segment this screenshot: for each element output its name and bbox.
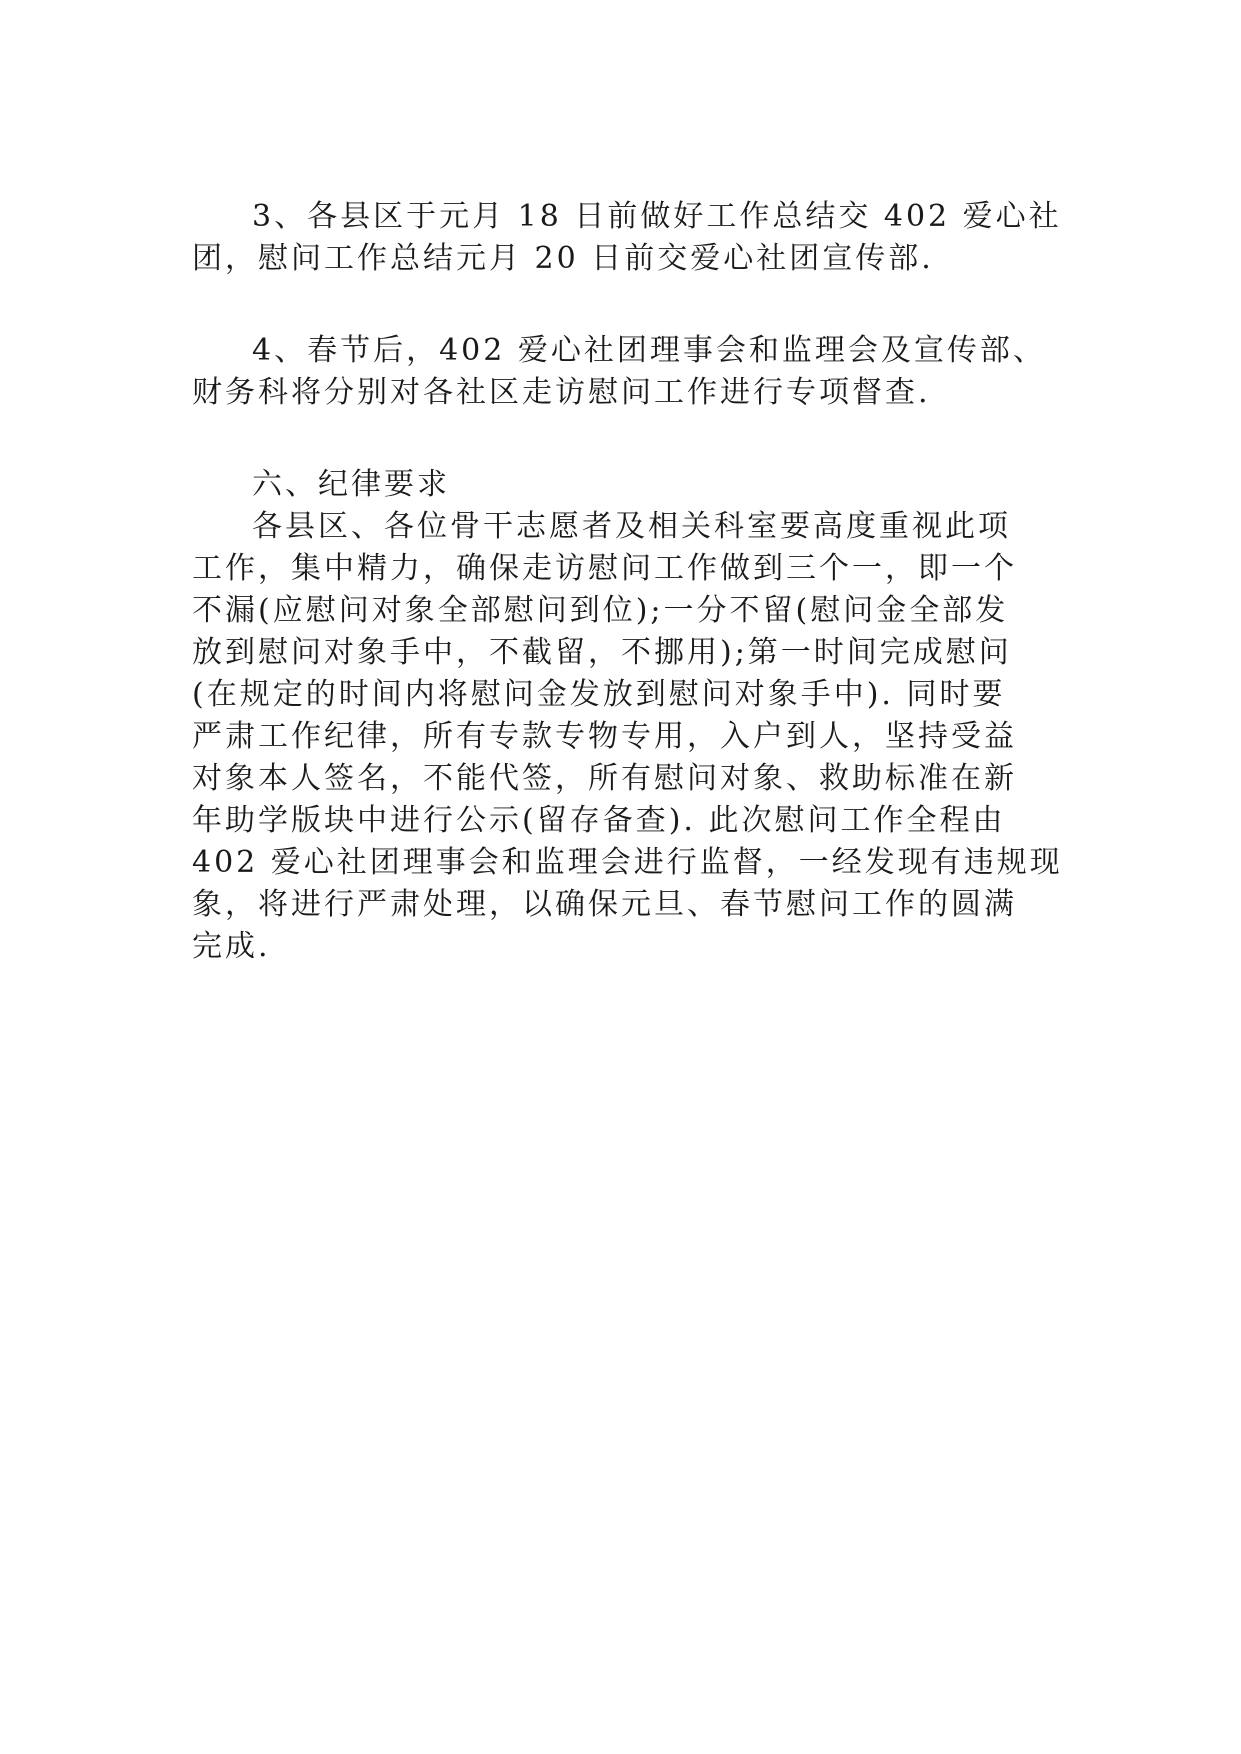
section-heading: 六、纪律要求: [252, 467, 450, 502]
paragraph-spacer: [192, 414, 1052, 464]
paragraph-spacer: [192, 280, 1052, 330]
paragraph-line: 4、春节后，402 爱心社团理事会和监理会及宣传部、: [252, 333, 1046, 368]
section-discipline: [192, 464, 1063, 968]
paragraph-line: 402 爱心社团理事会和监理会进行监督，一经发现有违规现: [192, 845, 1063, 880]
paragraph-line: 对象本人签名，不能代签，所有慰问对象、救助标准在新: [192, 761, 1017, 796]
paragraph-line: 3、各县区于元月 18 日前做好工作总结交 402 爱心社: [252, 199, 1062, 234]
paragraph-line: 工作，集中精力，确保走访慰问工作做到三个一，即一个: [192, 551, 1017, 586]
paragraph-line: 团，慰问工作总结元月 20 日前交爱心社团宣传部.: [192, 241, 934, 276]
paragraph-line: 不漏(应慰问对象全部慰问到位);一分不留(慰问金全部发: [192, 593, 1009, 628]
paragraph-line: (在规定的时间内将慰问金发放到慰问对象手中). 同时要: [192, 677, 1006, 712]
paragraph-line: 放到慰问对象手中，不截留，不挪用);第一时间完成慰问: [192, 635, 1012, 670]
paragraph-line: 严肃工作纪律，所有专款专物专用，入户到人，坚持受益: [192, 719, 1017, 754]
paragraph-line: 象，将进行严肃处理，以确保元旦、春节慰问工作的圆满: [192, 887, 1017, 922]
paragraph-line: 完成.: [192, 929, 271, 964]
document-body: [192, 196, 1063, 968]
paragraph-line: 财务科将分别对各社区走访慰问工作进行专项督查.: [192, 375, 931, 410]
paragraph-item-4: [192, 330, 1052, 414]
paragraph-item-3: [192, 196, 1062, 280]
paragraph-line: 年助学版块中进行公示(留存备查). 此次慰问工作全程由: [192, 803, 1006, 838]
paragraph-line: 各县区、各位骨干志愿者及相关科室要高度重视此项: [252, 509, 1011, 544]
